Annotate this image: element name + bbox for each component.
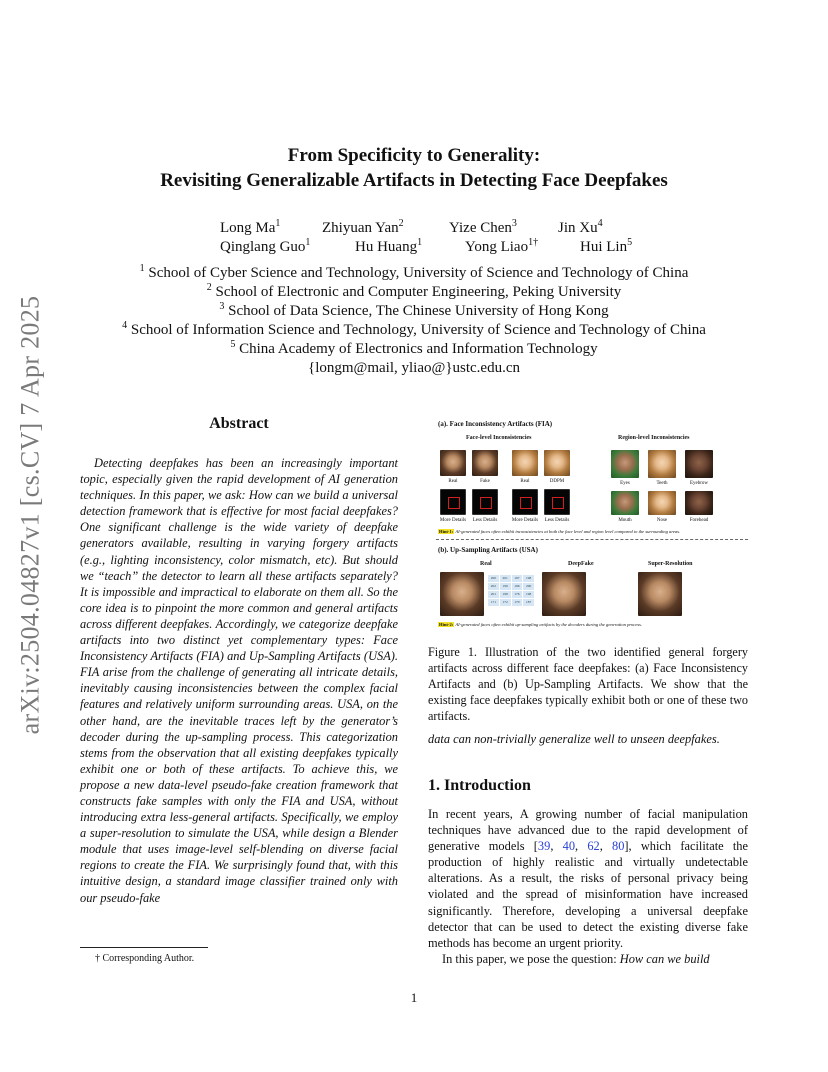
citation-link[interactable]: 62 <box>587 839 600 854</box>
col-super-resolution: Super-Resolution <box>648 561 693 567</box>
footnote-rule <box>80 947 208 948</box>
thumb-label: Less Details <box>544 518 570 523</box>
panel-b-title: (b). Up-Sampling Artifacts (USA) <box>438 546 538 554</box>
section-heading-introduction: 1. Introduction <box>428 777 531 794</box>
intro-paragraph-2: In this paper, we pose the question: How can we build <box>442 951 710 966</box>
thumb-label: Eyes <box>620 481 630 486</box>
thumb-label: More Details <box>439 518 467 523</box>
figure-divider <box>436 539 748 540</box>
title-line-2: Revisiting Generalizable Artifacts in Detecting Face Deepfakes <box>160 170 668 191</box>
real-face-image <box>440 572 484 616</box>
deepfake-face-image <box>542 572 586 616</box>
author: Yize Chen$^3$ <box>449 218 517 236</box>
thumb-label: Real <box>520 479 530 484</box>
real-face-image <box>512 450 538 476</box>
hint-1: Hint-1: AI-generated faces often exhibit inconsistencies at both the face level and region level compared to the surrounding areas. <box>439 529 681 534</box>
author: Long Ma$^1$ <box>220 218 281 236</box>
thumb-label: More Details <box>511 518 539 523</box>
thumb-label: Eyebrow <box>689 481 709 486</box>
detail-map-image <box>440 489 466 515</box>
abstract-continuation: data can non-trivially generalize well to unseen deepfakes. <box>428 732 720 746</box>
pixel-grid-real: 200 201 197 198 202 199 196 200 201 198 176 198 171 172 170 187 <box>488 575 534 606</box>
ddpm-face-image <box>544 450 570 476</box>
paper-title <box>60 143 768 193</box>
eyebrow-region-image <box>685 450 713 478</box>
thumb-label: Forehead <box>689 518 709 523</box>
author: Jin Xu$^4$ <box>558 218 603 236</box>
forehead-region-image <box>685 491 713 515</box>
eyes-region-image <box>611 450 639 478</box>
author-emails: {longm@mail, yliao@}ustc.edu.cn <box>308 360 520 376</box>
figure-caption: Figure 1. Illustration of the two identified general forgery artifacts across different face deepfakes: (a) Face Inconsistency Artifacts and (b) Up-Sampling Artifacts. We show that the existing face deepfakes typically exhibit both or one of these two artifacts. <box>428 645 748 723</box>
citation-link[interactable]: 40 <box>562 839 576 854</box>
face-level-heading: Face-level Inconsistencies <box>466 435 532 441</box>
thumb-label: Less Details <box>472 518 498 523</box>
pixel-grid-super-resolution <box>686 575 732 578</box>
super-resolution-face-image <box>638 572 682 616</box>
detail-map-image <box>512 489 538 515</box>
intro-paragraph-1: In recent years, A growing number of facial manipulation techniques have advanced due to the rapid development of generative models [39, 40, 62, 80], which facilitate the production of highly realistic and virtually undetectable alterations. As a result, the risks of personal privacy being violated and the spread of misinformation have increased significantly. Therefore, developing a universal deepfake detector that can be used to detect the existing diverse fake methods has become an urgent priority. <box>428 807 749 950</box>
nose-region-image <box>648 491 676 515</box>
figure-1 <box>428 415 748 633</box>
arxiv-identifier <box>10 290 50 740</box>
author: Zhiyuan Yan$^2$ <box>322 218 404 236</box>
hint-2: Hint-2: AI-generated faces often exhibit up-sampling artifacts by the decoders during the generation process. <box>439 622 643 627</box>
mouth-region-image <box>611 491 639 515</box>
col-deepfake: DeepFake <box>568 561 594 567</box>
thumb-label: Real <box>448 479 458 484</box>
col-real: Real <box>480 561 492 567</box>
affiliation: $^4$ School of Information Science and Technology, University of Science and Technology of China <box>122 320 706 338</box>
real-face-image <box>440 450 466 476</box>
introduction-text <box>428 806 748 967</box>
fake-face-image <box>472 450 498 476</box>
abstract-heading: Abstract <box>209 415 269 432</box>
author: Hui Lin$^5$ <box>580 237 633 255</box>
author: Hu Huang$^1$ <box>355 237 423 255</box>
footnote: † Corresponding Author. <box>95 953 195 964</box>
region-level-heading: Region-level Inconsistencies <box>618 435 690 441</box>
citation-link[interactable]: 80 <box>612 839 625 854</box>
teeth-region-image <box>648 450 676 478</box>
affiliation: $^2$ School of Electronic and Computer Engineering, Peking University <box>206 282 622 300</box>
abstract-text: Detecting deepfakes has been an increasingly important topic, especially given the rapid development of AI generation techniques. In this paper, we ask: How can we build a universal detection framework that is effective for most facial deepfakes? One significant challenge is the wide variety of deepfake generators available, resulting in varying forgery artifacts (e.g., lighting inconsistency, color mismatch, etc). But should we “teach” the detector to learn all these artifacts separately? It is impossible and impractical to elaborate on them all. So the core idea is to pinpoint the more common and general artifacts across different deepfakes. Accordingly, we categorize deepfake artifacts into two distinct yet complementary types: Face Inconsistency Artifacts (FIA) and Up-Sampling Artifacts (USA). FIA arise from the challenge of generating all intricate details, inevitably causing inconsistencies between the complex facial features and relatively uniform surrounding areas. USA, on the other hand, are the inevitable traces left by the generator’s decoder during the up-sampling process. This categorization stems from the observation that all existing deepfakes typically exhibit one or both of these artifacts. To achieve this, we propose a new data-level pseudo-fake creation framework that constructs fake samples with only the FIA and USA, without introducing extra less-general artifacts. Specifically, we employ a super-resolution to simulate the USA, while design a Blender module that uses image-level self-blending on diverse facial regions to create the FIA. We surprisingly found that, with this intuitive design, a standard image classifier trained only with our pseudo-fake <box>80 456 398 905</box>
thumb-label: Mouth <box>618 518 632 523</box>
pixel-grid-deepfake <box>590 575 636 578</box>
affiliations <box>60 264 768 378</box>
arxiv-identifier-text: arXiv:2504.04827v1 [cs.CV] 7 Apr 2025 <box>15 295 44 735</box>
detail-map-image <box>544 489 570 515</box>
thumb-label: DDPM <box>549 479 565 484</box>
citation-link[interactable]: 39 <box>537 839 551 854</box>
thumb-label: Fake <box>480 479 490 484</box>
affiliation: $^1$ School of Cyber Science and Technology, University of Science and Technology of China <box>139 263 689 281</box>
detail-map-image <box>472 489 498 515</box>
thumb-label: Teeth <box>656 481 668 486</box>
affiliation: $^5$ China Academy of Electronics and Information Technology <box>230 339 598 357</box>
author: Yong Liao$^{1\dagger}$ <box>465 237 539 255</box>
thumb-label: Nose <box>656 518 668 523</box>
title-line-1: From Specificity to Generality: <box>287 145 541 166</box>
panel-a-title: (a). Face Inconsistency Artifacts (FIA) <box>438 420 553 428</box>
page-number: 1 <box>410 990 418 1005</box>
affiliation: $^3$ School of Data Science, The Chinese University of Hong Kong <box>219 301 609 319</box>
author: Qinglang Guo$^1$ <box>220 237 311 255</box>
